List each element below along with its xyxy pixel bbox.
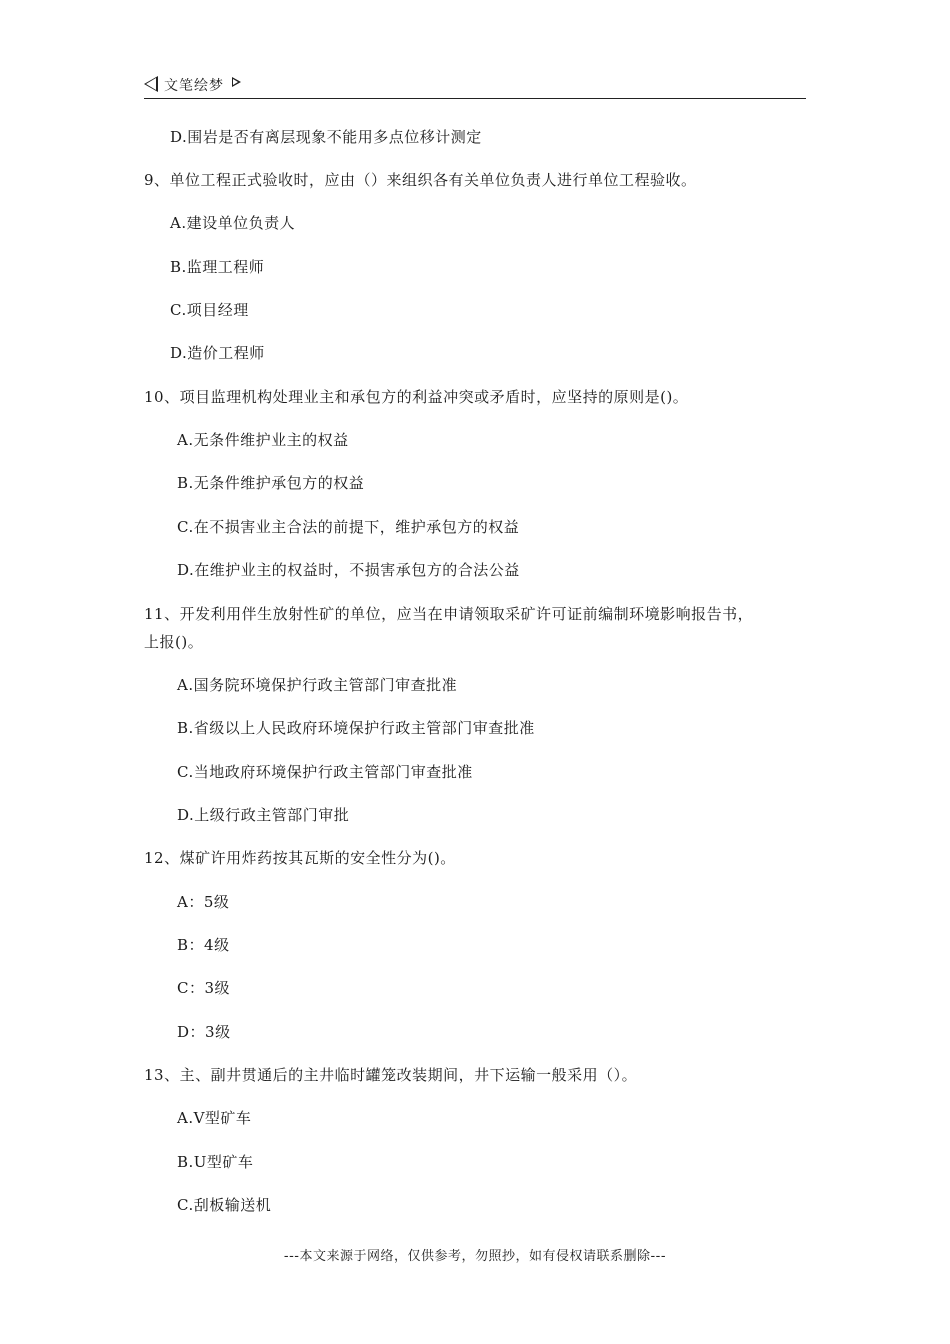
question-line: 11、开发利用伴生放射性矿的单位，应当在申请领取采矿许可证前编制环境影响报告书， (144, 605, 754, 623)
question-line: 10、项目监理机构处理业主和承包方的利益冲突或矛盾时，应坚持的原则是()。 (144, 388, 689, 406)
option-line: B.监理工程师 (170, 258, 265, 276)
option-line: C：3级 (177, 979, 231, 997)
option-line: B.U型矿车 (177, 1153, 254, 1171)
option-line: C.在不损害业主合法的前提下，维护承包方的权益 (177, 518, 520, 536)
option-line: A：5级 (177, 893, 230, 911)
option-line: A.无条件维护业主的权益 (177, 431, 349, 449)
option-line: D.造价工程师 (170, 344, 265, 362)
page-header (144, 74, 806, 99)
triangle-right-icon (232, 77, 241, 87)
option-line: C.刮板输送机 (177, 1196, 272, 1214)
option-line: D.围岩是否有离层现象不能用多点位移计测定 (170, 128, 482, 146)
question-line-continued: 上报()。 (144, 633, 204, 651)
triangle-left-icon (144, 76, 158, 92)
option-line: D：3级 (177, 1023, 231, 1041)
option-line: D.上级行政主管部门审批 (177, 806, 350, 824)
option-line: B.省级以上人民政府环境保护行政主管部门审查批准 (177, 719, 535, 737)
option-line: C.项目经理 (170, 301, 249, 319)
question-line: 12、煤矿许用炸药按其瓦斯的安全性分为()。 (144, 849, 456, 867)
option-line: D.在维护业主的权益时，不损害承包方的合法公益 (177, 561, 520, 579)
footer-disclaimer: ---本文来源于网络，仅供参考，勿照抄，如有侵权请联系删除--- (283, 1249, 667, 1264)
option-line: B.无条件维护承包方的权益 (177, 474, 365, 492)
option-line: A.V型矿车 (177, 1109, 252, 1127)
brand-name: 文笔绘梦 (164, 78, 224, 94)
option-line: A.国务院环境保护行政主管部门审查批准 (177, 676, 458, 694)
question-line: 9、单位工程正式验收时，应由（）来组织各有关单位负责人进行单位工程验收。 (144, 171, 697, 189)
option-line: C.当地政府环境保护行政主管部门审查批准 (177, 763, 473, 781)
option-line: B：4级 (177, 936, 230, 954)
question-line: 13、主、副井贯通后的主井临时罐笼改装期间，井下运输一般采用（）。 (144, 1066, 638, 1084)
option-line: A.建设单位负责人 (170, 214, 296, 232)
